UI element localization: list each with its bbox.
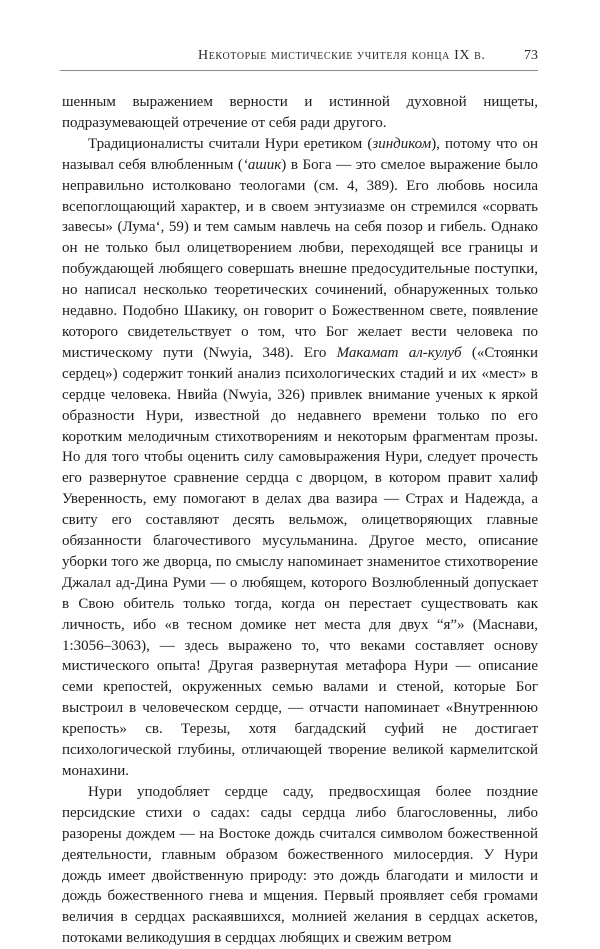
paragraph-heart-garden [62,782,538,949]
text-run: ) в Бога — это смелое выражение было неправильно истолковано теологами (см. 4, 389). Его любовь носила всепоглощающий характер, и в своем энтузиазме он стремился «сорвать завесы» (Лума‘, 59) и тем самым навлечь на себя позор и гибель. Однако он не только был олицетворением любви, переходящей все границы и побуждающей любящего совершать внешне предосудительные поступки, но написал несколько теоретических сочинений, обнаруженных только недавно. Подобно Шакику, он говорит о Божественном свете, появление которого свидетельствует о том, что Бог желает вести человека по мистическому пути (Nwyia, 348). Его [62,156,538,361]
paragraph-continuation [62,92,538,134]
text-run: шенным выражением верности и истинной духовной нищеты, подразумевающей отречение от себя ради другого. [62,94,538,131]
text-run: («Стоянки сердец») содержит тонкий анализ психологических стадий и их «мест» в сердце человека. Нвийа (Nwyia, 326) привлек внимание ученых к яркой образности Нури, известной до недавнего времени только по его коротким мелодичным стихотворениям и некоторым фрагментам прозы. Но для того чтобы оценить силу самовыражения Нури, следует прочесть его развернутое сравнение сердца с дворцом, в котором правит халиф Уверенность, ему помогают в делах два вазира — Страх и Надежда, а свиту его составляют десять вельмож, олицетворяющих главные обязанности благочестивого мусульманина. Другое место, описание уборки того же дворца, по смыслу напоминает знаменитое стихотворение Джалал ад-Дина Руми — о любящем, которого Возлюбленный допускает в Свою обитель только тогда, когда он перестает существовать как личность, ибо «в тесном домике нет места для двух “я”» (Маснави, 1:3056–3063), — здесь выражено то, что веками составляет основу мистического опыта! Другая развернутая метафора Нури — описание семи крепостей, окруженных семью валами и стеной, которые Бог выстроил в человеческом сердце, — отчасти напоминает «Внутреннюю крепость» св. Терезы, хотя багдадский суфий не достигает психологической глубины, отличающей творение великой кармелитской монахини. [62,344,538,779]
italic-title: Макамат ал-кулуб [336,344,462,361]
page-header [60,48,538,71]
italic-term: зиндиком [372,135,432,152]
text-run: Нури уподобляет сердце саду, предвосхищая более поздние персидские стихи о садах: сады сердца либо благословенны, либо разорены дождем — на Востоке дождь считался символом божественной деятельности, главным образом божественного милосердия. У Нури дождь имеет двойственную природу: это дождь благодати и милости и дождь божественного гнева и мщения. Первый проявляет себя громами величия в сердцах раскаявшихся, молнией желания в сердцах аскетов, потоками великодушия в сердцах любящих и свежим ветром [62,783,538,947]
paragraph-nuri-heretic [62,134,538,782]
running-title: Некоторые мистические учителя конца IX в. [198,48,486,63]
text-run: Традиционалисты считали Нури еретиком ( [88,135,373,152]
italic-term: ‘ашик [242,156,282,173]
page-number: 73 [524,48,538,63]
body-text [62,92,538,949]
text-run: ), потому что он называл себя влюбленным ( [62,135,538,173]
